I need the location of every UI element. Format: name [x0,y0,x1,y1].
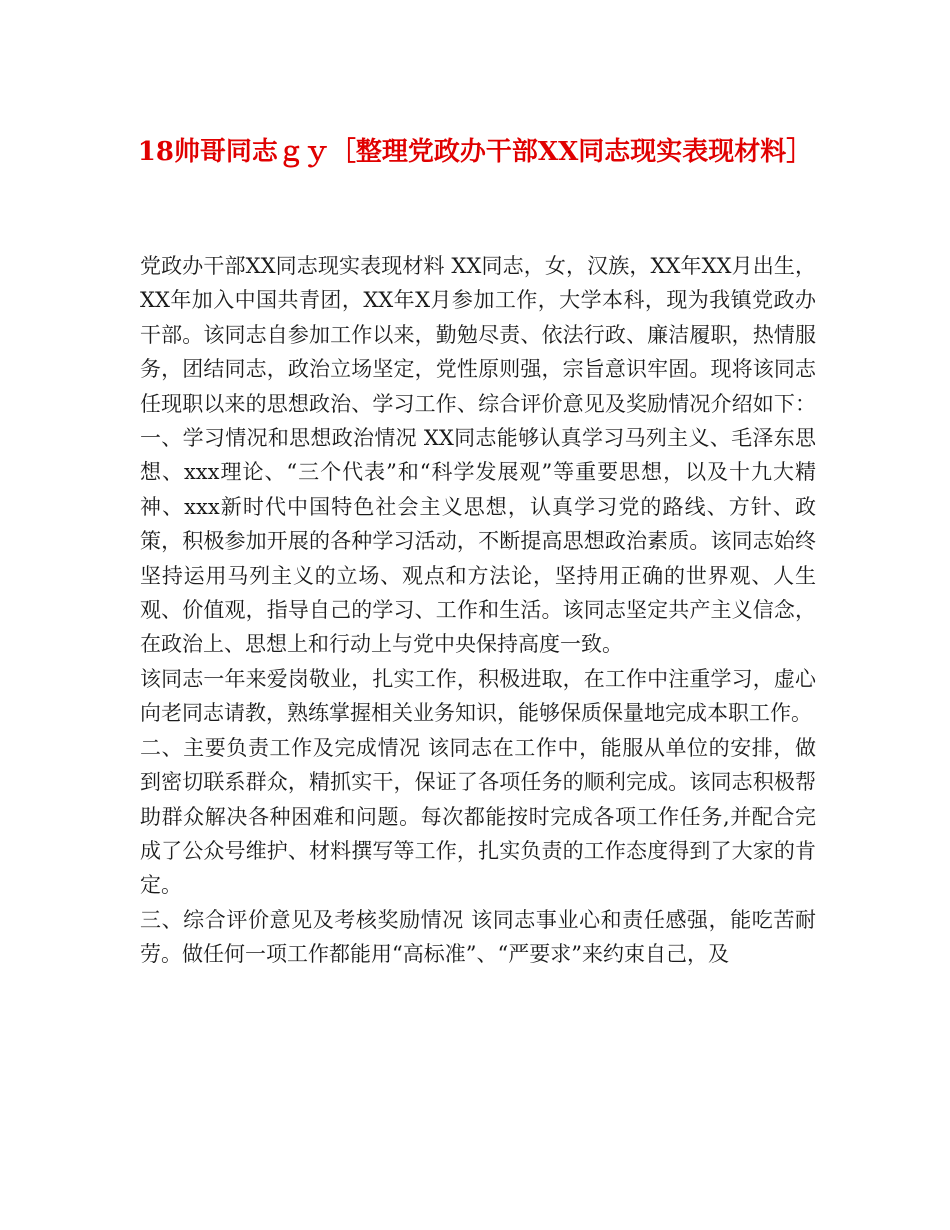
paragraph-4: 三、综合评价意见及考核奖励情况 该同志事业心和责任感强，能吃苦耐劳。做任何一项工作都能用“高标准”、“严要求”来约束自己，及 [140,907,816,967]
document-title: 18帅哥同志ｇｙ［整理党政办干部XX同志现实表现材料］ [137,137,813,167]
paragraph-1: 党政办干部XX同志现实表现材料 XX同志，女，汉族，XX年XX月出生，XX年加入中国共青团，XX年X月参加工作，大学本科，现为我镇党政办干部。该同志自参加工作以来，勤勉尽责、依法行政、廉洁履职，热情服务，团结同志，政治立场坚定，党性原则强，宗旨意识牢固。现将该同志任现职以来的思想政治、学习工作、综合评价意见及奖励情况介绍如下： 一、学习情况和思想政治情况 XX同志能够认真学习马列主义、毛泽东思想、xxx理论、“三个代表”和“科学发展观”等重要思想，以及十九大精神、xxx新时代中国特色社会主义思想，认真学习党的路线、方针、政策，积极参加开展的各种学习活动，不断提高思想政治素质。该同志始终坚持运用马列主义的立场、观点和方法论，坚持用正确的世界观、人生观、价值观，指导自己的学习、工作和生活。该同志坚定共产主义信念，在政治上、思想上和行动上与党中央保持高度一致。 [140,254,816,657]
paragraph-3: 二、主要负责工作及完成情况 该同志在工作中，能服从单位的安排，做到密切联系群众，精抓实干，保证了各项任务的顺利完成。该同志积极帮助群众解决各种困难和问题。每次都能按时完成各项工作任务,并配合完成了公众号维护、材料撰写等工作，扎实负责的工作态度得到了大家的肯定。 [140,735,816,898]
document-body [140,249,816,972]
paragraph-2: 该同志一年来爱岗敬业，扎实工作，积极进取，在工作中注重学习，虚心向老同志请教，熟练掌握相关业务知识，能够保质保量地完成本职工作。 [140,666,816,726]
